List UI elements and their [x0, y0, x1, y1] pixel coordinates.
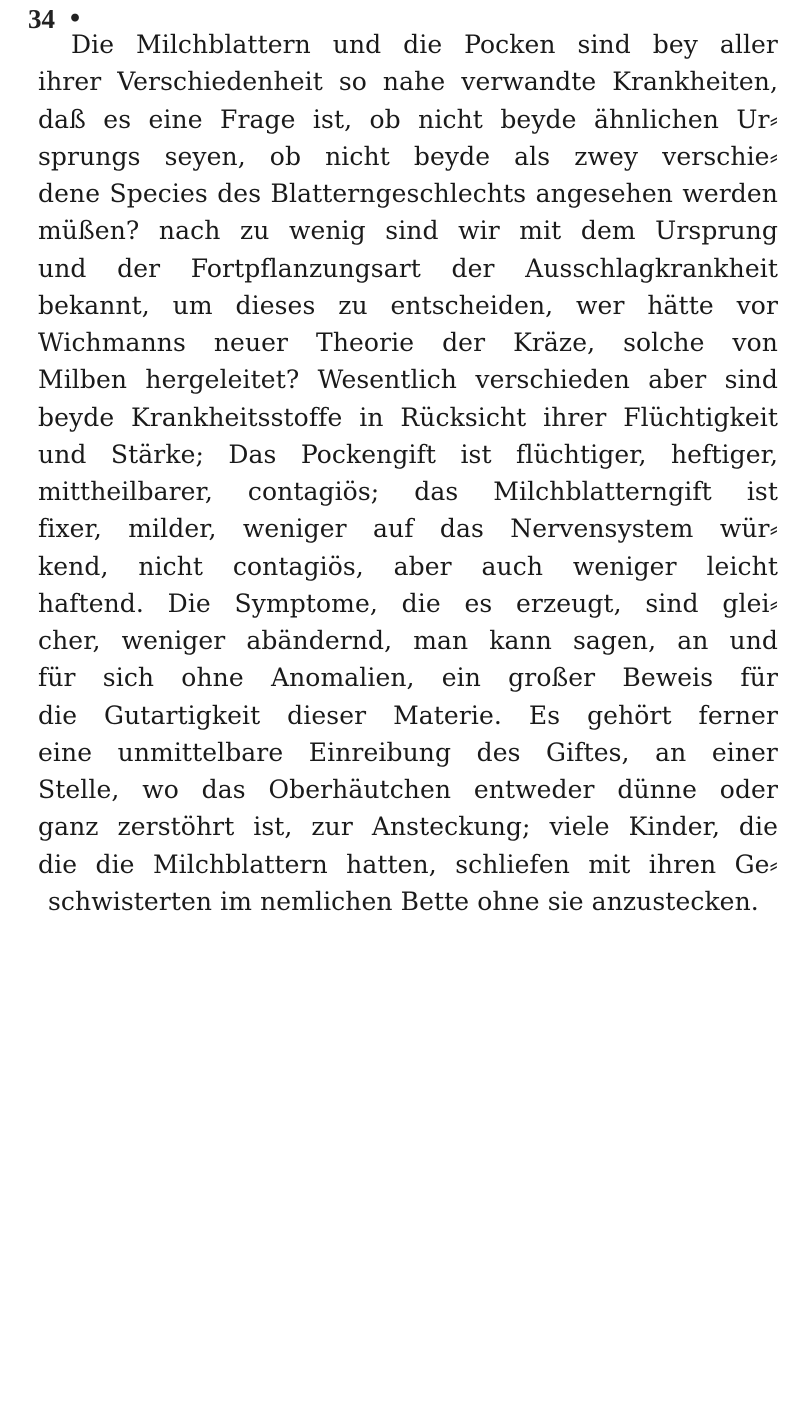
text-line: beyde Krankheitsstoffe in Rücksicht ihrer Flüchtigkeit: [38, 402, 778, 432]
text-line: müßen? nach zu wenig sind wir mit dem Ursprung: [38, 216, 778, 246]
text-line: und der Fortpflanzungsart der Ausschlagkrankheit: [38, 253, 778, 283]
text-line: Milben hergeleitet? Wesentlich verschieden aber sind: [38, 365, 778, 395]
text-line: fixer, milder, weniger auf das Nervensystem wür⸗: [38, 514, 778, 544]
text-line: und Stärke; Das Pockengift ist flüchtiger, heftiger,: [38, 439, 778, 469]
page-number: 34: [28, 4, 55, 34]
text-line: ganz zerstöhrt ist, zur Ansteckung; viele Kinder, die: [38, 812, 778, 842]
text-line: kend, nicht contagiös, aber auch weniger leicht: [38, 551, 778, 581]
text-line: bekannt, um dieses zu entscheiden, wer hätte vor: [38, 290, 778, 320]
text-line: für sich ohne Anomalien, ein großer Beweis für: [38, 663, 778, 693]
text-line: daß es eine Frage ist, ob nicht beyde ähnlichen Ur⸗: [38, 104, 778, 134]
text-line: die die Milchblattern hatten, schliefen mit ihren Ge⸗: [38, 849, 778, 879]
text-line: haftend. Die Symptome, die es erzeugt, sind glei⸗: [38, 588, 778, 618]
text-line: schwisterten im nemlichen Bette ohne sie anzustecken.: [48, 886, 759, 916]
page-mark: •: [68, 6, 83, 32]
text-line: mittheilbarer, contagiös; das Milchblatterngift ist: [38, 477, 778, 506]
text-line: dene Species des Blatterngeschlechts angesehen werden: [38, 179, 778, 208]
text-line: Die Milchblattern und die Pocken sind bey aller: [71, 30, 778, 59]
text-line: Wichmanns neuer Theorie der Kräze, solche von: [38, 328, 778, 357]
text-line: ihrer Verschiedenheit so nahe verwandte Krankheiten,: [38, 67, 778, 97]
text-line: die Gutartigkeit dieser Materie. Es gehört ferner: [38, 700, 778, 730]
text-line: sprungs seyen, ob nicht beyde als zwey verschie⸗: [38, 141, 778, 171]
text-line: cher, weniger abändernd, man kann sagen, an und: [38, 626, 778, 655]
text-line: eine unmittelbare Einreibung des Giftes, an einer: [38, 737, 778, 767]
text-line: Stelle, wo das Oberhäutchen entweder dünne oder: [38, 775, 778, 804]
body-paragraph: [38, 26, 778, 920]
